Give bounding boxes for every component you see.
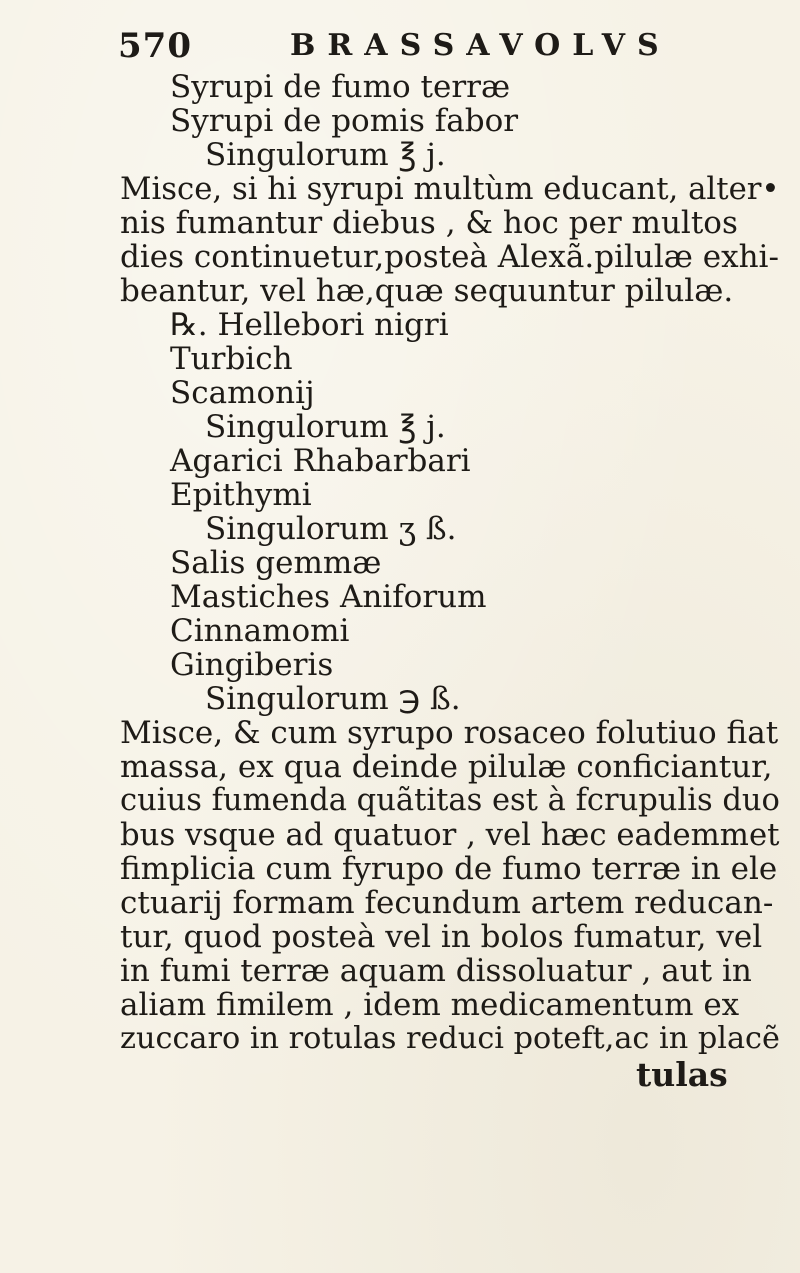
- text-line: Singulorum ℥ j.: [205, 409, 446, 445]
- text-line: Cinnamomi: [170, 613, 350, 649]
- text-line: Turbich: [170, 341, 293, 377]
- text-line: aliam fimilem , idem medicamentum ex: [120, 987, 740, 1023]
- text-line: Misce, & cum syrupo rosaceo folutiuo fiat: [120, 715, 779, 751]
- text-line: dies continuetur,posteà Alexã.pilulæ exhi-: [120, 239, 779, 275]
- text-line: ℞. Hellebori nigri: [170, 307, 449, 343]
- text-line: Singulorum ℥ j.: [205, 137, 446, 173]
- text-line: tur, quod posteà vel in bolos fumatur, vel: [120, 919, 763, 955]
- text-line: fimplicia cum fyrupo de fumo terræ in ele: [120, 851, 778, 887]
- text-line: bus vsque ad quatuor , vel hæc eademmet: [120, 817, 780, 853]
- text-line: Mastiches Aniforum: [170, 579, 487, 615]
- text-line: Epithymi: [170, 477, 312, 513]
- text-line: massa, ex qua deinde pilulæ conficiantur,: [120, 749, 773, 785]
- text-line: zuccaro in rotulas reduci poteft,ac in placẽ: [120, 1021, 780, 1056]
- text-line: Singulorum ℈ ß.: [205, 681, 461, 717]
- text-line: Salis gemmæ: [170, 545, 382, 581]
- text-line: beantur, vel hæ,quæ sequuntur pilulæ.: [120, 273, 734, 309]
- text-line: ctuarij formam fecundum artem reducan-: [120, 885, 774, 921]
- text-line: in fumi terræ aquam dissoluatur , aut in: [120, 953, 752, 989]
- text-line: Agarici Rhabarbari: [170, 443, 471, 479]
- catchword: tulas: [636, 1055, 728, 1094]
- text-line: nis fumantur diebus , & hoc per multos: [120, 205, 738, 241]
- running-head: BRASSAVOLVS: [290, 28, 671, 63]
- text-line: Syrupi de pomis fabor: [170, 103, 519, 139]
- text-line: Misce, si hi syrupi multùm educant, alter•: [120, 171, 780, 207]
- text-line: Gingiberis: [170, 647, 334, 683]
- text-line: cuius fumenda quãtitas est à fcrupulis duo: [120, 783, 780, 818]
- text-line: Singulorum ʒ ß.: [205, 511, 457, 547]
- text-line: Scamonij: [170, 375, 315, 411]
- page-number: 570: [118, 26, 192, 66]
- text-line: Syrupi de fumo terræ: [170, 69, 511, 105]
